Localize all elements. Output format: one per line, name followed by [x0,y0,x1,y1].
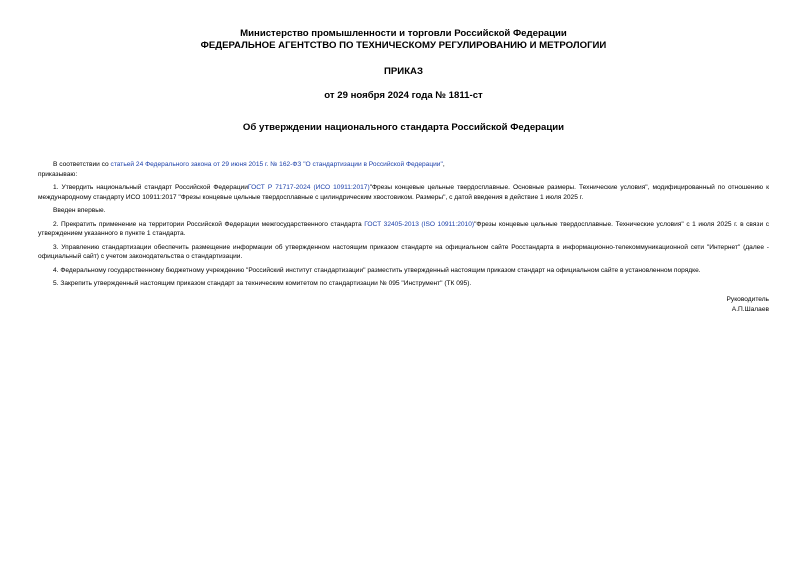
item-4: 4. Федеральному государственному бюджетному учреждению "Российский институт стандартизации" разместить утвержденный настоящим приказом стандарт на официальном сайте в установленном порядке. [53,266,701,274]
document-body [38,160,769,289]
signer-title: Руководитель [726,295,769,303]
federal-law-link[interactable]: статьей 24 Федерального закона от 29 июня 2015 г. № 162-ФЗ "О стандартизации в Российской Федерации" [110,161,443,168]
document-subject: Об утверждении национального стандарта Российской Федерации [242,122,565,133]
document-date-number: от 29 ноября 2024 года № 1811-ст [324,90,483,101]
order-word: приказываю: [38,170,78,178]
document-type: ПРИКАЗ [384,66,423,77]
item-1 [38,183,769,202]
preamble-paragraph [38,160,769,170]
item-1-text: 1. Утвердить национальный стандарт Российской Федерации [53,184,248,191]
gost-32405-link[interactable]: ГОСТ 32405-2013 (ISO 10911:2010) [364,220,475,228]
signature-block [38,295,769,315]
preamble-tail: , [442,161,445,168]
document [38,0,769,315]
preamble-text: В соответствии со [53,161,111,168]
item-1-note: Введен впервые. [53,207,106,214]
ministry-name: Министерство промышленности и торговли Российской Федерации [240,28,567,39]
item-1-tail: "Фрезы концевые цельные твердосплавные. Основные размеры. Технические условия", модифицированный по отношению к международному стандарту ИСО 10911:2017 "Фрезы концевые цельные твердосплавные с цилиндрическим хвостовиком. Размеры", с датой введения в действие 1 июля 2025 г. [38,184,769,201]
agency-name: ФЕДЕРАЛЬНОЕ АГЕНТСТВО ПО ТЕХНИЧЕСКОМУ РЕГУЛИРОВАНИЮ И МЕТРОЛОГИИ [200,40,607,51]
signer-name: А.П.Шалаев [731,305,769,313]
item-2-text: 2. Прекратить применение на территории Российской Федерации межгосударственного стандарта [53,220,365,228]
item-5: 5. Закрепить утвержденный настоящим приказом стандарт за техническим комитетом по стандартизации № 095 "Инструмент" (ТК 095). [53,280,472,287]
item-2 [38,220,769,239]
gost-r-71717-link[interactable]: ГОСТ Р 71717-2024 (ИСО 10911:2017) [247,184,370,191]
item-3: 3. Управлению стандартизации обеспечить размещение информации об утвержденном настоящим приказом стандарте на официальном сайте Росстандарта в информационно-телекоммуникационной сети "Интернет" (далее - официальный сайт) с учетом законодательства о стандартизации. [38,243,769,260]
item-2-tail: "Фрезы концевые цельные твердосплавные. Технические условия" с 1 июля 2025 г. в связи с утверждением указанного в пункте 1 стандарта. [38,220,769,237]
